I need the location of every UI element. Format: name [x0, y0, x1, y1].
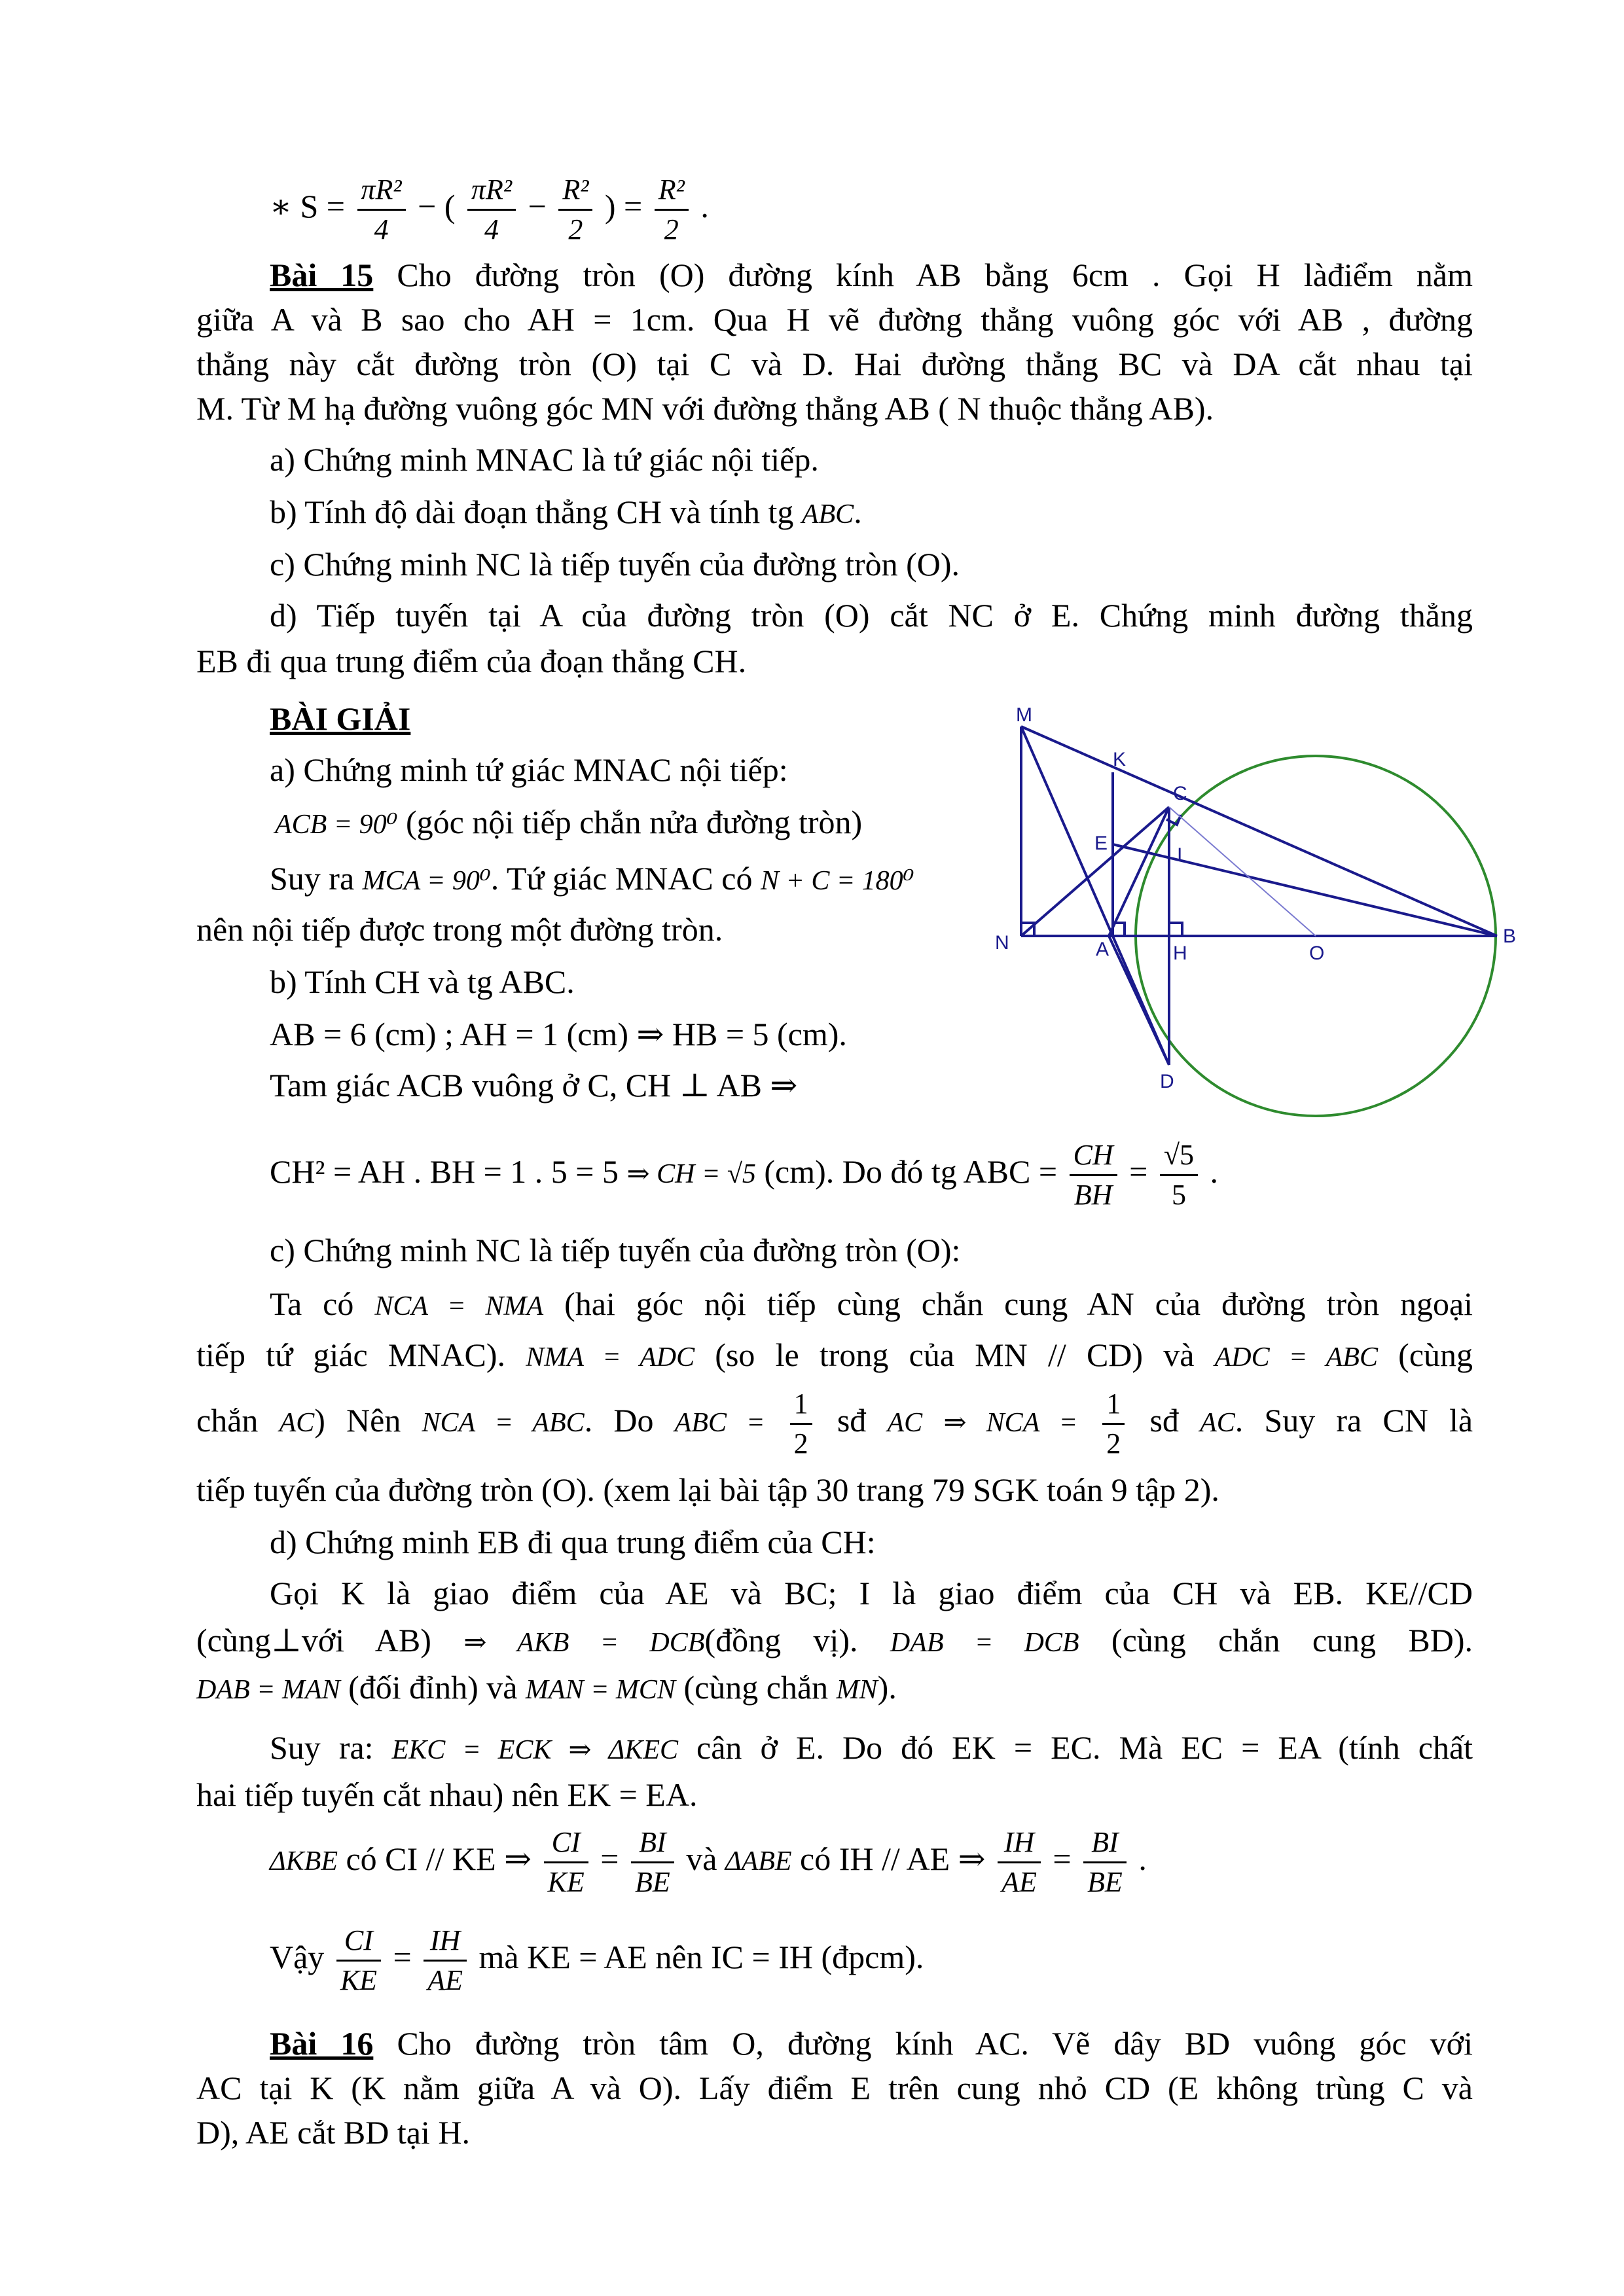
- fraction: $\frac{IH}{AE}$: [424, 1922, 467, 2000]
- sol-d-line5: hai tiếp tuyến cắt nhau) nên EK = EA.: [196, 1776, 698, 1813]
- fraction: $\frac{IH}{AE}$: [998, 1823, 1041, 1901]
- question-b: b) Tính độ dài đoạn thẳng CH và tính tg ABC.: [270, 493, 862, 530]
- sol-b-title: b) Tính CH và tg ABC.: [270, 963, 575, 1000]
- fraction: $\frac{CI}{KE}$: [336, 1922, 381, 2000]
- right-angle-h: [1169, 923, 1182, 936]
- sol-d-line2: (cùng⊥với AB) ⇒ AKB = DCB(đồng vị). DAB = DCB (cùng chắn cung BD).: [196, 1622, 1473, 1659]
- label-c: C: [1173, 783, 1187, 804]
- fraction: $\frac{\text{πR²}}{4}$: [357, 171, 406, 249]
- fraction: $\frac{\text{R²}}{2}$: [558, 171, 592, 249]
- question-d1: d) Tiếp tuyến tại A của đường tròn (O) cắt NC ở E. Chứng minh đường thẳng: [270, 597, 1473, 634]
- question-d2: EB đi qua trung điểm của đoạn thẳng CH.: [196, 643, 747, 679]
- line-mb: [1021, 726, 1497, 936]
- fraction: $\frac{CI}{KE}$: [544, 1823, 588, 1901]
- bai16-line2: AC tại K (K nằm giữa A và O). Lấy điểm E trên cung nhỏ CD (E không trùng C và: [196, 2070, 1473, 2106]
- fraction: $\frac{√5}{5}$: [1160, 1136, 1198, 1214]
- bai15-line3: thẳng này cắt đường tròn (O) tại C và D. Hai đường thẳng BC và DA cắt nhau tại: [196, 346, 1473, 382]
- sol-c-title: c) Chứng minh NC là tiếp tuyến của đường tròn (O):: [270, 1232, 961, 1268]
- solution-heading: BÀI GIẢI: [270, 700, 411, 737]
- fraction: $\frac{\text{πR²}}{4}$: [467, 171, 516, 249]
- line-ad: [1109, 936, 1169, 1065]
- fraction: $\frac{\text{R²}}{2}$: [655, 171, 689, 249]
- sol-b-line3: CH² = AH . BH = 1 . 5 = 5 ⇒ CH = √5 (cm). Do đó tg ABC = $\frac{CH}{BH}$ = $\frac{√5}{5}$ .: [270, 1126, 1473, 1217]
- sol-b-line1: AB = 6 (cm) ; AH = 1 (cm) ⇒ HB = 5 (cm).: [270, 1016, 847, 1052]
- label-n: N: [995, 932, 1009, 954]
- sol-c-line3: chắn AC) Nên NCA = ABC. Do ABC = $\frac{1}{2}$ sđ AC ⇒ NCA = $\frac{1}{2}$ sđ AC. Suy ra CN là: [196, 1374, 1473, 1466]
- bai15-line1: Bài 15 Cho đường tròn (O) đường kính AB bằng 6cm . Gọi H làđiểm nằm: [270, 257, 1473, 293]
- sol-a-line1: ACB = 90⁰ (góc nội tiếp chắn nửa đường tròn): [275, 804, 863, 840]
- sol-d-line7: Vậy $\frac{CI}{KE}$ = $\frac{IH}{AE}$ mà KE = AE nên IC = IH (đpcm).: [270, 1911, 1473, 2003]
- bai16-line3: D), AE cắt BD tại H.: [196, 2114, 470, 2151]
- fraction: $\frac{1}{2}$: [790, 1385, 812, 1463]
- line-co: [1169, 807, 1316, 936]
- fraction: $\frac{BI}{BE}$: [631, 1823, 674, 1901]
- sol-c-line4: tiếp tuyến của đường tròn (O). (xem lại bài tập 30 trang 79 SGK toán 9 tập 2).: [196, 1471, 1219, 1508]
- geometry-figure: [995, 704, 1519, 1093]
- bai15-line2: giữa A và B sao cho AH = 1cm. Qua H vẽ đường thẳng vuông góc với AB , đường: [196, 301, 1473, 338]
- sol-d-line3: DAB = MAN (đối đỉnh) và MAN = MCN (cùng chắn MN).: [196, 1669, 897, 1706]
- label-b: B: [1503, 925, 1517, 947]
- sol-a-line3: nên nội tiếp được trong một đường tròn.: [196, 911, 723, 948]
- sol-a-line2: Suy ra MCA = 90⁰. Tứ giác MNAC có N + C = 180⁰: [270, 860, 914, 897]
- sol-d-line4: Suy ra: EKC = ECK ⇒ ΔKEC cân ở E. Do đó EK = EC. Mà EC = EA (tính chất: [270, 1729, 1473, 1766]
- sol-b-line2: Tam giác ACB vuông ở C, CH ⊥ AB ⇒: [270, 1067, 798, 1103]
- sol-a-title: a) Chứng minh tứ giác MNAC nội tiếp:: [270, 751, 788, 788]
- fraction: $\frac{1}{2}$: [1102, 1385, 1125, 1463]
- sol-d-line6: ΔKBE có CI // KE ⇒ $\frac{CI}{KE}$ = $\frac{BI}{BE}$ và ΔABE có IH // AE ⇒ $\frac{IH}{AE}$ = $\frac{BI}{BE}$ .: [270, 1813, 1473, 1905]
- fraction: $\frac{BI}{BE}$: [1083, 1823, 1127, 1901]
- bai15-line4: M. Từ M hạ đường vuông góc MN với đường thẳng AB ( N thuộc thẳng AB).: [196, 390, 1214, 427]
- bai16-title: Bài 16: [270, 2025, 374, 2062]
- sol-d-line1: Gọi K là giao điểm của AE và BC; I là giao điểm của CH và EB. KE//CD: [270, 1575, 1473, 1611]
- area-formula: ∗ S = $\frac{\text{πR²}}{4}$ − ( $\frac{\text{πR²}}{4}$ − $\frac{\text{R²}}{2}$ ) = $\frac{\text{R²}}{2}$ .: [270, 160, 1473, 252]
- label-m: M: [1016, 704, 1032, 726]
- fraction: $\frac{CH}{BH}$: [1070, 1136, 1117, 1214]
- label-a: A: [1096, 939, 1110, 960]
- bai15-title: Bài 15: [270, 257, 374, 293]
- label-i: I: [1177, 844, 1183, 866]
- label-d: D: [1160, 1071, 1174, 1092]
- bai16-line1: Bài 16 Cho đường tròn tâm O, đường kính AC. Vẽ dây BD vuông góc với: [270, 2025, 1473, 2062]
- sol-c-line1: Ta có NCA = NMA (hai góc nội tiếp cùng chắn cung AN của đường tròn ngoại: [270, 1285, 1473, 1322]
- label-h: H: [1173, 942, 1187, 964]
- line-ac: [1109, 807, 1169, 936]
- label-o: O: [1309, 942, 1325, 964]
- sol-c-line2: tiếp tứ giác MNAC). NMA = ADC (so le trong của MN // CD) và ADC = ABC (cùng: [196, 1336, 1473, 1373]
- line-md: [1021, 726, 1169, 1065]
- label-e: E: [1094, 833, 1108, 854]
- label-k: K: [1113, 749, 1127, 770]
- sol-d-title: d) Chứng minh EB đi qua trung điểm của CH:: [270, 1524, 876, 1560]
- star-symbol: ∗: [270, 188, 292, 224]
- question-c: c) Chứng minh NC là tiếp tuyến của đường tròn (O).: [270, 546, 960, 583]
- question-a: a) Chứng minh MNAC là tứ giác nội tiếp.: [270, 441, 819, 478]
- formula-lhs: S =: [300, 188, 345, 224]
